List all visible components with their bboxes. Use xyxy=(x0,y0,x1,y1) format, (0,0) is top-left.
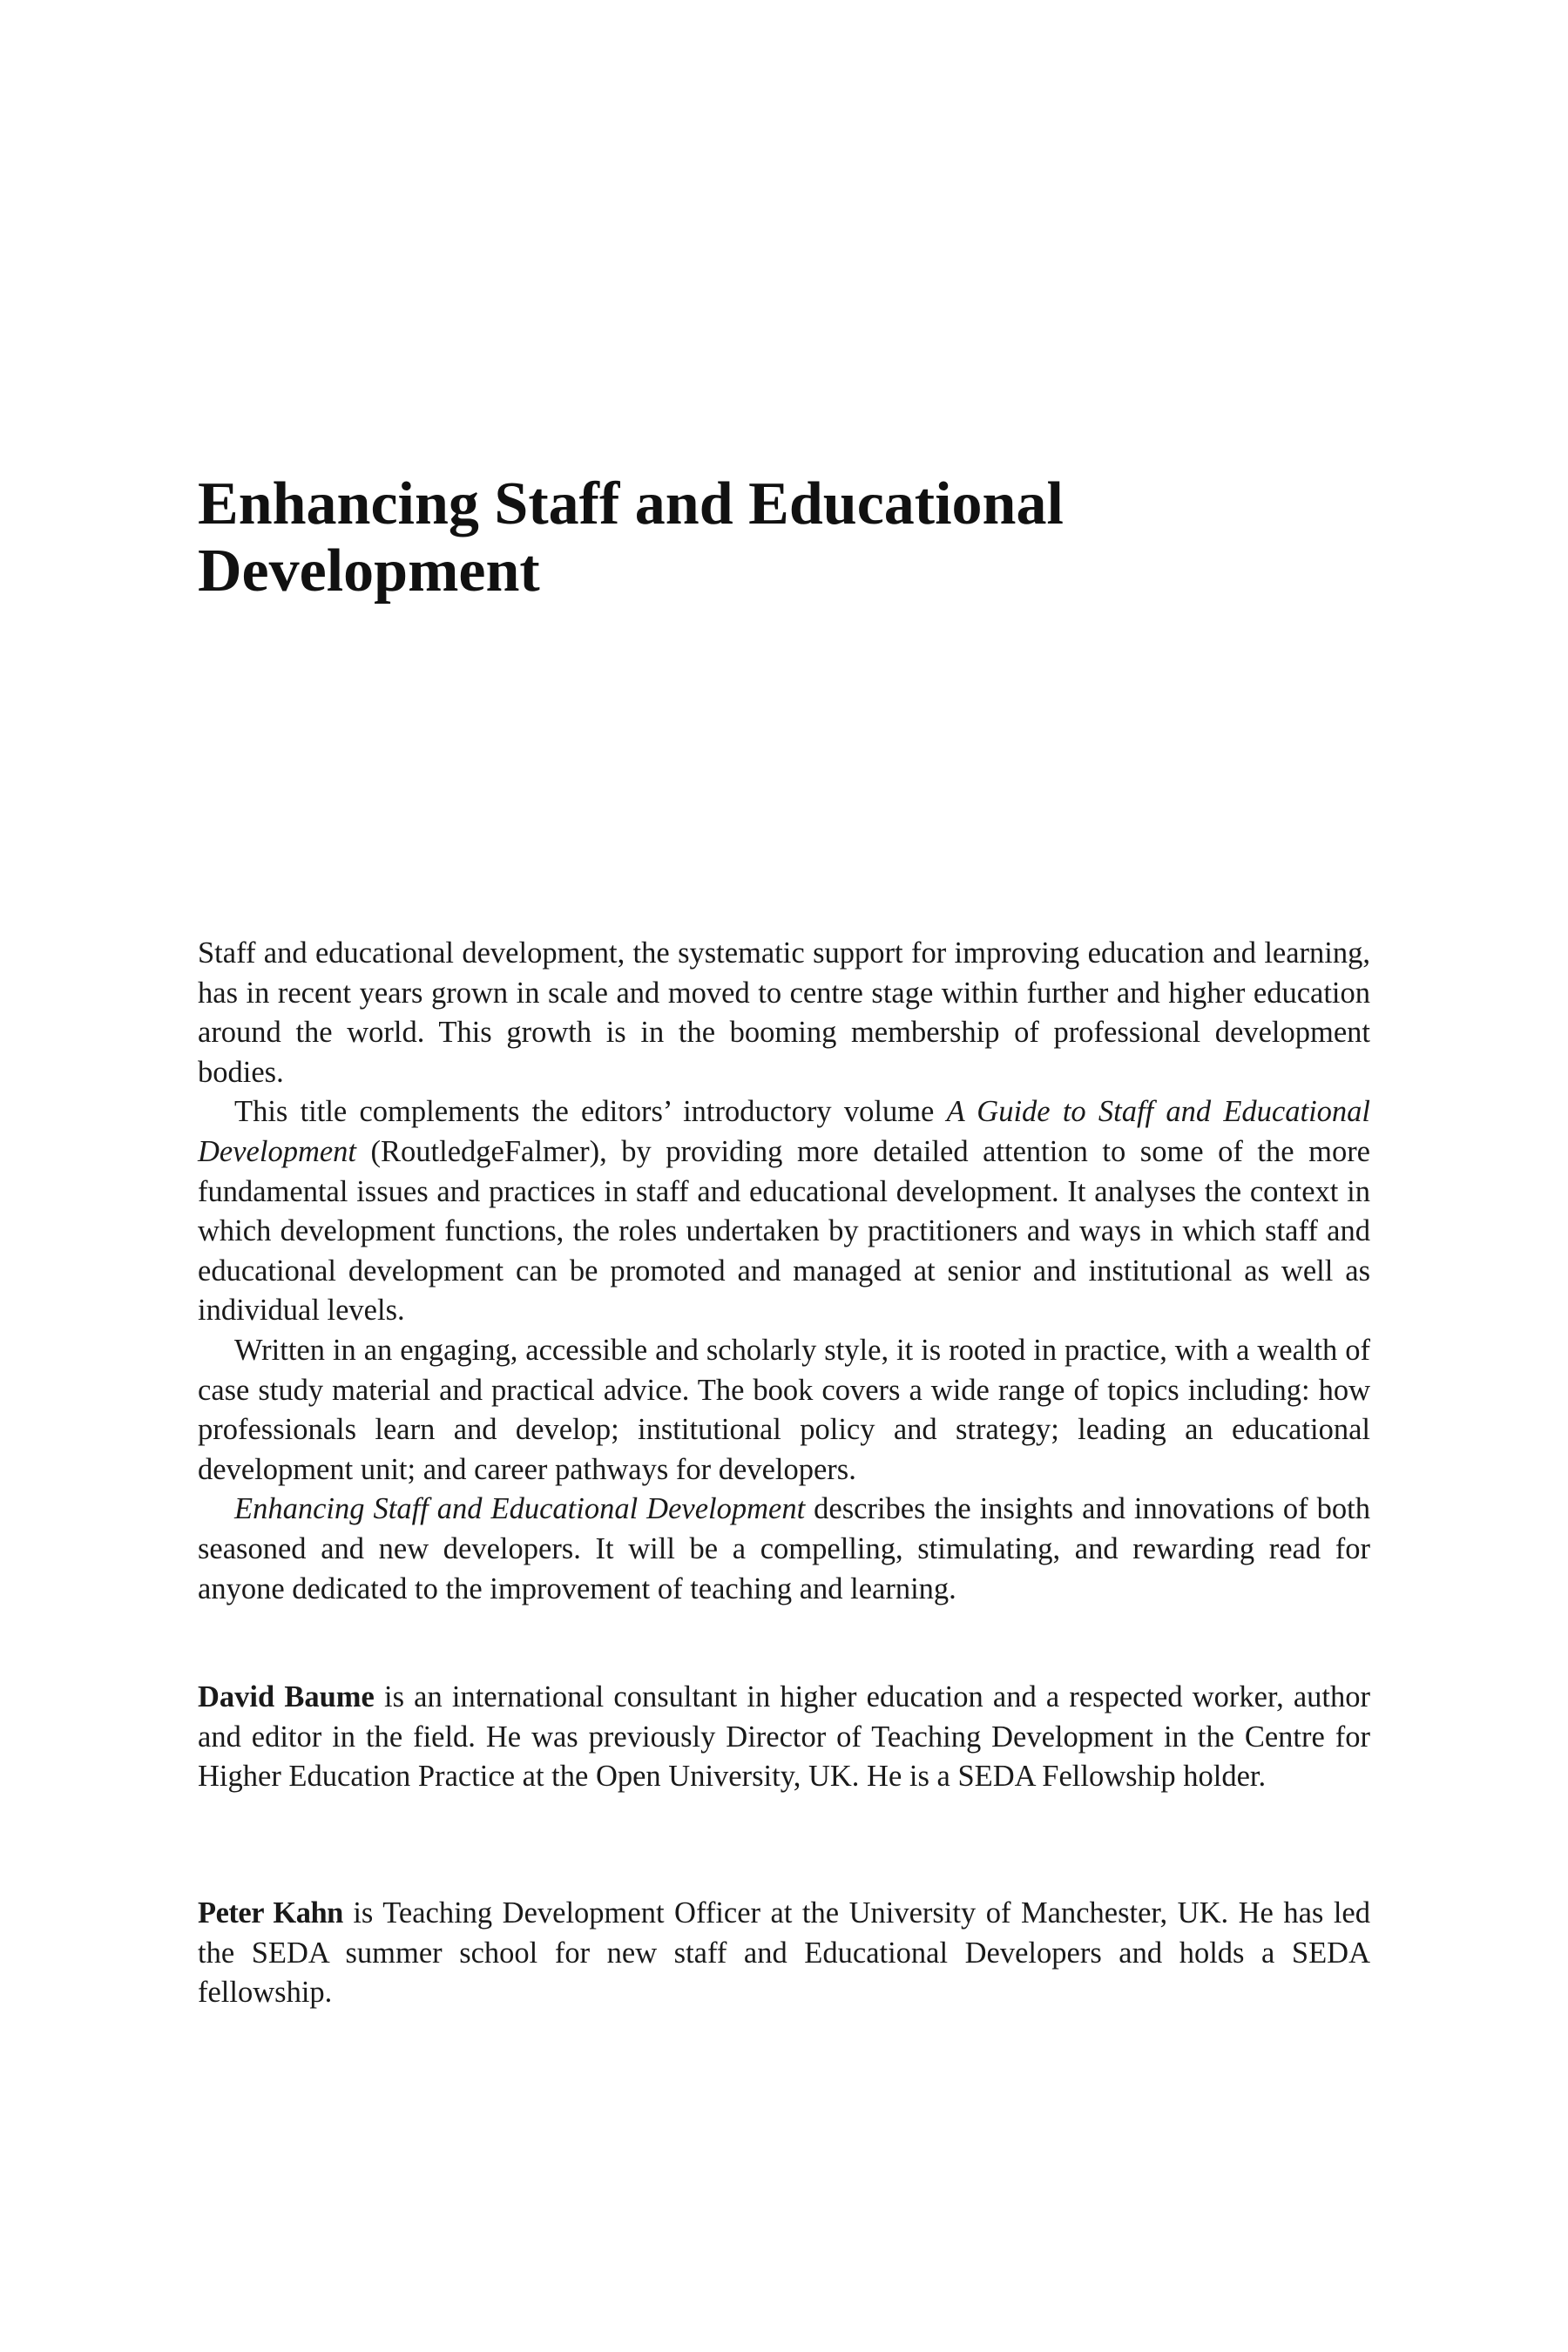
description-paragraph-2 xyxy=(198,1092,1370,1331)
editor-bio-david-baume xyxy=(198,1678,1370,1797)
editor-name-david-baume: David Baume xyxy=(198,1680,375,1713)
description-paragraph-2-rest: (RoutledgeFalmer), by providing more detailed attention to some of the more fundamental issues and practices in staff and educational development. It analyses the context in which development functions, the roles undertaken by practitioners and ways in which staff and educational development can be promoted and managed at senior and institutional as well as individual levels. xyxy=(198,1134,1370,1328)
description-paragraph-1: Staff and educational development, the systematic support for improving education and learning, has in recent years grown in scale and moved to centre stage within further and higher education around the world. This growth is in the booming membership of professional development bodies. xyxy=(198,936,1370,1089)
companion-volume-title: A Guide to Staff and Educational Development xyxy=(198,1095,1371,1168)
book-title xyxy=(198,470,1365,605)
description-paragraph-4-rest: describes the insights and innovations of both seasoned and new developers. It will be a compelling, stimulating, and rewarding read for anyone dedicated to the improvement of teaching and learning. xyxy=(198,1492,1370,1605)
editor-bio-text-peter-kahn: is Teaching Development Officer at the University of Manchester, UK. He has led the SEDA summer school for new staff and Educational Developers and holds a SEDA fellowship. xyxy=(198,1896,1370,2010)
editor-name-peter-kahn: Peter Kahn xyxy=(198,1896,343,1930)
book-title-line-2: Development xyxy=(198,537,540,605)
book-description xyxy=(198,934,1370,1609)
description-paragraph-2-lead: This title complements the editors’ introductory volume xyxy=(234,1095,947,1129)
description-paragraph-4 xyxy=(198,1490,1370,1609)
editor-bio-peter-kahn xyxy=(198,1894,1370,2013)
book-title-line-1: Enhancing Staff and Educational xyxy=(198,470,1064,537)
description-paragraph-3: Written in an engaging, accessible and scholarly style, it is rooted in practice, with a wealth of case study material and practical advice. The book covers a wide range of topics including: how professionals learn and develop; institutional policy and strategy; leading an educational development unit; and career pathways for developers. xyxy=(198,1333,1370,1486)
book-title-reference: Enhancing Staff and Educational Development xyxy=(234,1492,806,1526)
editor-bio-text-david-baume: is an international consultant in higher education and a respected worker, author and editor in the field. He was previously Director of Teaching Development in the Centre for Higher Education Practice at the Open University, UK. He is a SEDA Fellowship holder. xyxy=(198,1680,1370,1794)
